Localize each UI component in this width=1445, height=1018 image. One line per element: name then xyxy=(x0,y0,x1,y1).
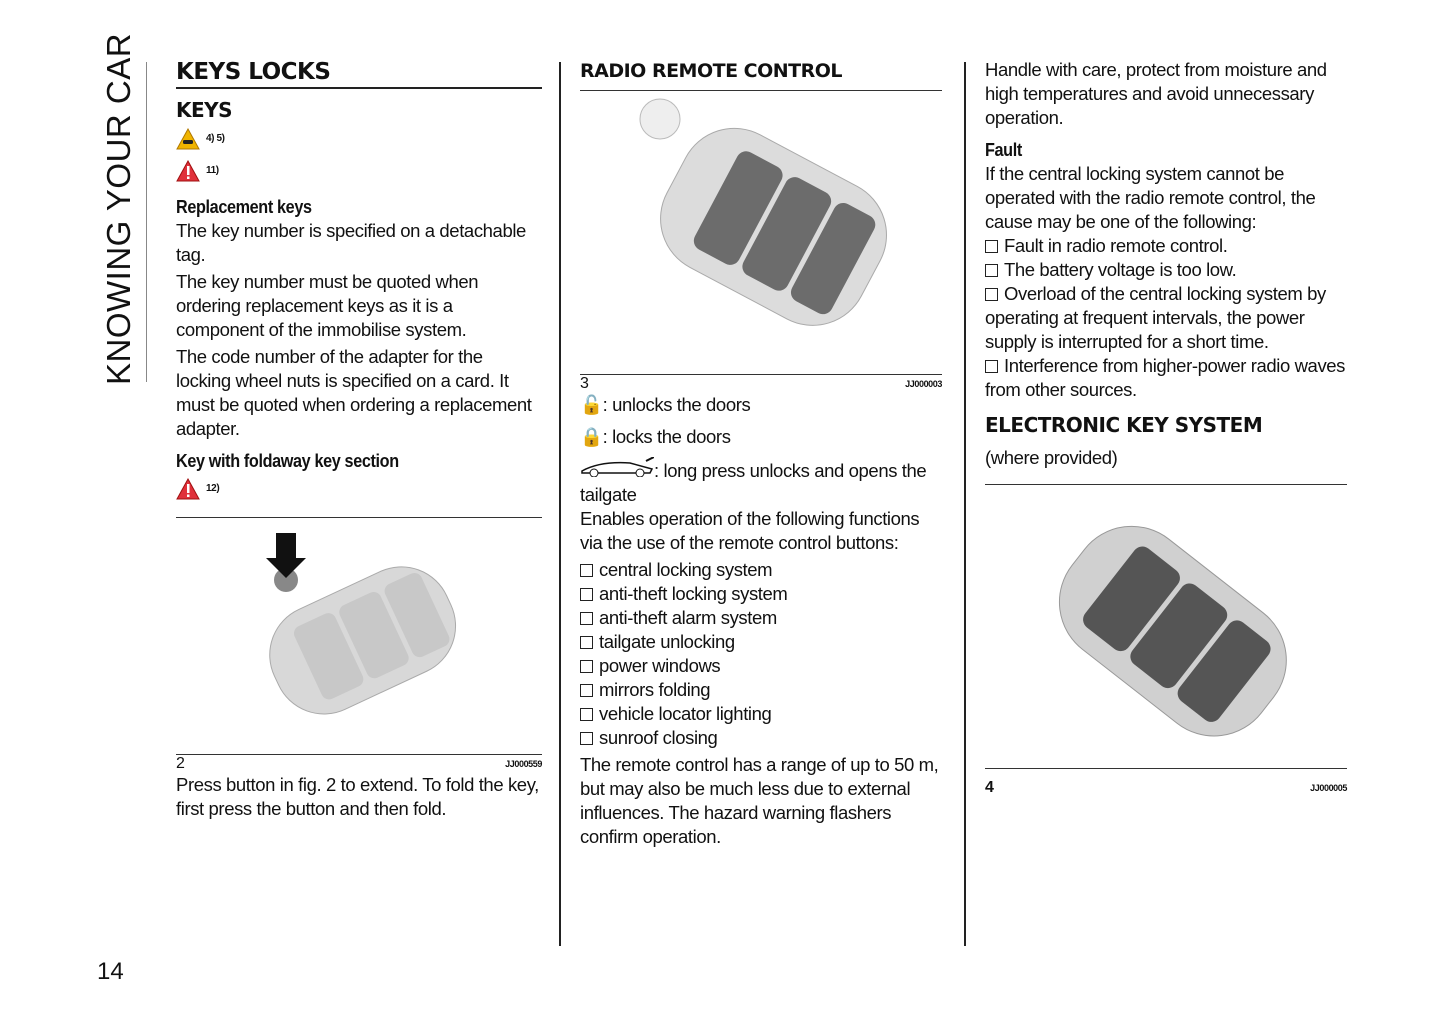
list-item: power windows xyxy=(580,654,942,678)
column-divider xyxy=(964,62,966,946)
subsection-title: KEYS xyxy=(176,98,233,122)
paragraph: Enables operation of the following functions via the use of the remote control buttons: xyxy=(580,508,920,553)
unlock-icon: 🔓 xyxy=(580,394,603,415)
paragraph: The key number must be quoted when ordering replacement keys as it is a component of the immobilise system. xyxy=(176,271,479,340)
electronic-key-illustration xyxy=(985,485,1345,767)
list-item: vehicle locator lighting xyxy=(580,702,942,726)
car-tailgate-icon xyxy=(580,457,654,477)
column-remote xyxy=(580,58,942,849)
page-number: 14 xyxy=(97,958,124,985)
figure-3-remote-image xyxy=(580,90,942,375)
function-list xyxy=(580,558,942,750)
replacement-keys-heading: Replacement keys xyxy=(176,197,312,217)
list-item: sunroof closing xyxy=(580,726,942,750)
warning-icon xyxy=(176,160,200,182)
fault-list xyxy=(985,234,1347,402)
paragraph: If the central locking system cannot be operated with the radio remote control, the cause may be one of the following: xyxy=(985,163,1316,232)
paragraph: The code number of the adapter for the locking wheel nuts is specified on a card. It must be quoted when ordering a replacement adapter. xyxy=(176,346,532,439)
foldaway-key-heading: Key with foldaway key section xyxy=(176,451,399,471)
figure-2-key-image xyxy=(176,517,542,755)
section-title: KEYS LOCKS xyxy=(176,58,542,89)
list-item: anti-theft locking system xyxy=(580,582,942,606)
section-title: RADIO REMOTE CONTROL xyxy=(580,60,843,82)
paragraph: The key number is specified on a detachable tag. xyxy=(176,220,526,265)
warning-ref: 12) xyxy=(176,473,542,505)
fault-heading: Fault xyxy=(985,140,1022,160)
figure-caption: 2 JJ000559 xyxy=(176,755,542,772)
list-item: The battery voltage is too low. xyxy=(985,258,1347,282)
lock-icon: 🔒 xyxy=(580,426,603,447)
caution-ref: 4) 5) xyxy=(176,123,542,155)
tailgate-legend: : long press unlocks and opens the tailgate xyxy=(580,457,942,507)
list-item: tailgate unlocking xyxy=(580,630,942,654)
list-item: Overload of the central locking system by operating at frequent intervals, the power supply is interrupted for a short time. xyxy=(985,282,1347,354)
figure-caption: 3 JJ000003 xyxy=(580,375,942,392)
section-side-title: KNOWING YOUR CAR xyxy=(100,32,137,385)
unlock-legend: 🔓: unlocks the doors xyxy=(580,394,751,415)
warning-ref: 11) xyxy=(176,155,542,187)
column-keys xyxy=(176,58,542,821)
remote-key-illustration xyxy=(580,91,940,373)
folding-key-illustration xyxy=(176,518,536,754)
lock-legend: 🔒: locks the doors xyxy=(580,426,731,447)
provision-note: (where provided) xyxy=(985,447,1118,468)
section-title: ELECTRONIC KEY SYSTEM xyxy=(985,413,1263,437)
paragraph: Handle with care, protect from moisture and high temperatures and avoid unnecessary operation. xyxy=(985,59,1327,128)
list-item: anti-theft alarm system xyxy=(580,606,942,630)
list-item: central locking system xyxy=(580,558,942,582)
list-item: Fault in radio remote control. xyxy=(985,234,1347,258)
divider xyxy=(146,62,147,382)
column-fault xyxy=(985,58,1347,797)
warning-icon xyxy=(176,478,200,500)
list-item: Interference from higher-power radio waves from other sources. xyxy=(985,355,1346,400)
column-divider xyxy=(559,62,561,946)
figure-caption: 4 JJ000005 xyxy=(985,779,1347,796)
list-item: mirrors folding xyxy=(580,678,942,702)
paragraph: The remote control has a range of up to 50 m, but may also be much less due to external influences. The hazard warning flashers confirm operation. xyxy=(580,754,939,847)
figure-4-electronic-key-image xyxy=(985,484,1347,769)
paragraph: Press button in fig. 2 to extend. To fold the key, first press the button and then fold. xyxy=(176,774,539,819)
caution-car-icon xyxy=(176,128,200,150)
